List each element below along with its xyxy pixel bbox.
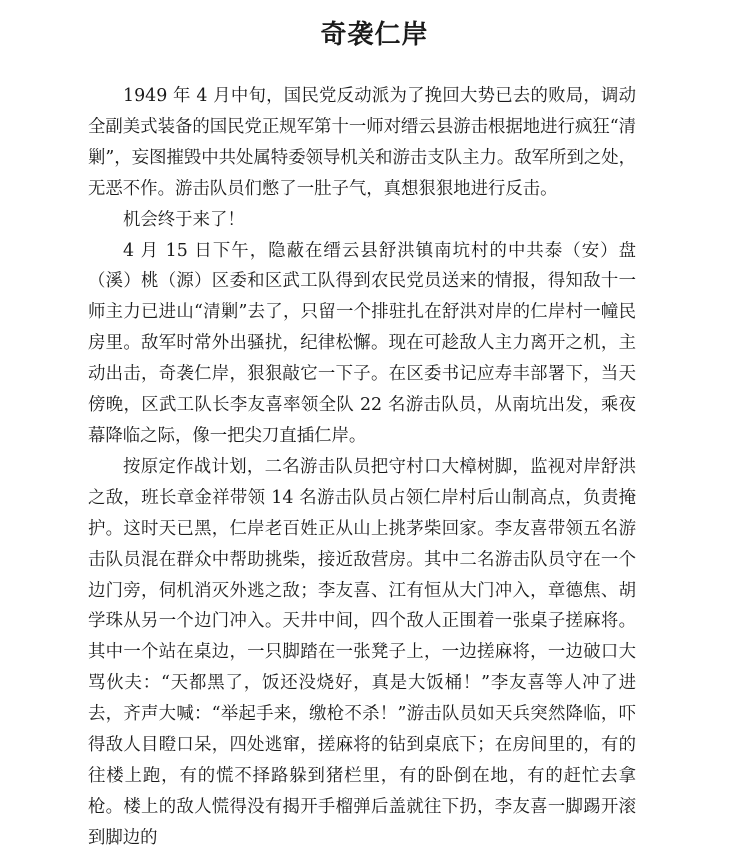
- article-title: 奇袭仁岸: [320, 20, 429, 51]
- article-body: [88, 81, 636, 854]
- paragraph: 1949 年 4 月中旬，国民党反动派为了挽回大势已去的败局，调动全副美式装备的国民党正规军第十一师对缙云县游击根据地进行疯狂“清剿”，妄图摧毁中共处属特委领导机关和游击支队主力。敌军所到之处，无恶不作。游击队员们憋了一肚子气，真想狠狠地进行反击。: [88, 86, 637, 199]
- paragraph: 4 月 15 日下午，隐蔽在缙云县舒洪镇南坑村的中共泰（安）盘（溪）桃（源）区委和区武工队得到农民党员送来的情报，得知敌十一师主力已进山“清剿”去了，只留一个排驻扎在舒洪对岸的仁岸村一幢民房里。敌军时常外出骚扰，纪律松懈。现在可趁敌人主力离开之机，主动出击，奇袭仁岸，狠狠敲它一下子。在区委书记应寿丰部署下，当天傍晚，区武工队长李友喜率领全队 22 名游击队员，从南坑出发，乘夜幕降临之际，像一把尖刀直插仁岸。: [88, 240, 636, 446]
- paragraph: 按原定作战计划，二名游击队员把守村口大樟树脚，监视对岸舒洪之敌，班长章金祥带领 14 名游击队员占领仁岸村后山制高点，负责掩护。这时天已黑，仁岸老百姓正从山上挑茅柴回家。李友喜带领五名游击队员混在群众中帮助挑柴，接近敌营房。其中二名游击队员守在一个边门旁，伺机消灭外逃之敌；李友喜、江有恒从大门冲入，章德焦、胡学珠从另一个边门冲入。天井中间，四个敌人正围着一张桌子搓麻将。其中一个站在桌边，一只脚踏在一张凳子上，一边搓麻将，一边破口大骂伙夫：“天都黑了，饭还没烧好，真是大饭桶！”李友喜等人冲了进去，齐声大喊：“举起手来，缴枪不杀！”游击队员如天兵突然降临，吓得敌人目瞪口呆，四处逃窜，搓麻将的钻到桌底下；在房间里的，有的往楼上跑，有的慌不择路躲到猪栏里，有的卧倒在地，有的赶忙去拿枪。楼上的敌人慌得没有揭开手榴弹后盖就往下扔，李友喜一脚踢开滚到脚边的: [88, 456, 636, 848]
- paragraph: 机会终于来了！: [123, 209, 245, 230]
